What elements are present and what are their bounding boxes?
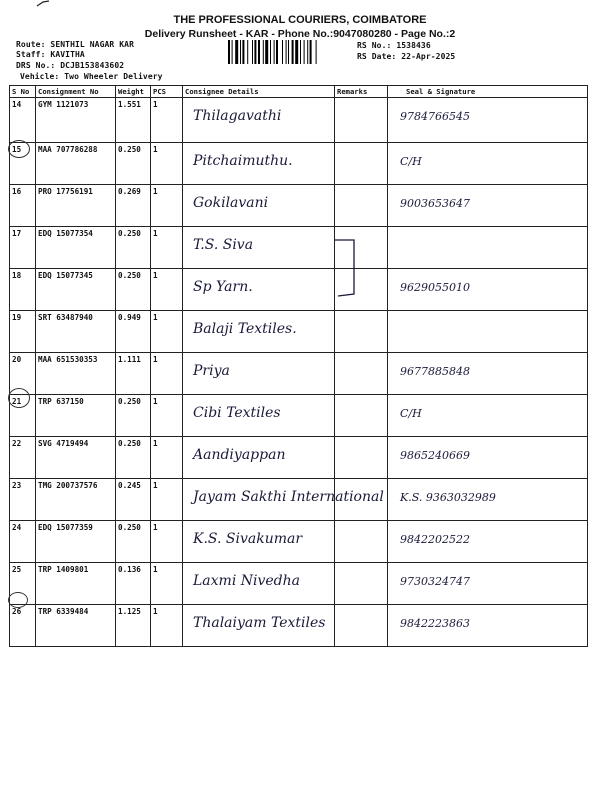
consignment-number-cell: SRT 63487940	[36, 311, 116, 353]
column-header: Weight	[116, 86, 151, 98]
table-row	[10, 605, 588, 647]
pieces-cell: 1	[151, 143, 183, 185]
drs-label: DRS No.: DCJB153843602	[16, 61, 125, 70]
consignment-number-cell: TRP 6339484	[36, 605, 116, 647]
handwritten-circle	[8, 592, 28, 608]
serial-number-cell: 21	[10, 395, 36, 437]
consignee-cell	[183, 311, 335, 353]
pieces-cell: 1	[151, 98, 183, 143]
signature-cell	[388, 311, 588, 353]
handwritten-signature: 9003653647	[400, 197, 470, 210]
handwritten-signature: 9865240669	[400, 449, 470, 462]
page-subtitle: Delivery Runsheet - KAR - Phone No.:9047080280 - Page No.:2	[144, 28, 456, 40]
consignment-number-cell: GYM 1121073	[36, 98, 116, 143]
remarks-cell	[335, 311, 388, 353]
pieces-cell: 1	[151, 395, 183, 437]
table-row	[10, 479, 588, 521]
page-title: THE PROFESSIONAL COURIERS, COIMBATORE	[173, 14, 427, 26]
column-header: Consignee Details	[183, 86, 335, 98]
serial-number-cell: 24	[10, 521, 36, 563]
handwritten-signature: 9730324747	[400, 575, 470, 588]
table-row	[10, 521, 588, 563]
handwritten-consignee: Priya	[193, 363, 230, 379]
handwritten-consignee: Cibi Textiles	[193, 405, 281, 421]
weight-cell: 1.111	[116, 353, 151, 395]
column-header: PCS	[151, 86, 183, 98]
pieces-cell: 1	[151, 605, 183, 647]
consignee-cell	[183, 437, 335, 479]
column-header: S No	[10, 86, 36, 98]
table-row	[10, 269, 588, 311]
serial-number-cell: 22	[10, 437, 36, 479]
weight-cell: 0.250	[116, 269, 151, 311]
serial-number-cell: 25	[10, 563, 36, 605]
handwritten-consignee: Gokilavani	[193, 195, 269, 211]
remarks-cell	[335, 143, 388, 185]
serial-number-cell: 18	[10, 269, 36, 311]
handwritten-consignee: Pitchaimuthu.	[193, 153, 293, 169]
consignee-cell	[183, 395, 335, 437]
handwritten-circle	[8, 140, 30, 158]
consignment-number-cell: SVG 4719494	[36, 437, 116, 479]
remarks-cell	[335, 521, 388, 563]
handwritten-consignee: Jayam Sakthi International	[193, 489, 384, 505]
table-row	[10, 563, 588, 605]
remarks-cell	[335, 98, 388, 143]
pieces-cell: 1	[151, 353, 183, 395]
serial-number-cell: 26	[10, 605, 36, 647]
remarks-cell	[335, 437, 388, 479]
barcode-icon	[228, 40, 348, 64]
serial-number-cell: 14	[10, 98, 36, 143]
handwritten-consignee: Laxmi Nivedha	[193, 573, 300, 589]
signature-cell	[388, 227, 588, 269]
table-row	[10, 395, 588, 437]
weight-cell: 1.551	[116, 98, 151, 143]
weight-cell: 0.136	[116, 563, 151, 605]
signature-cell	[388, 395, 588, 437]
handwritten-signature: 9842202522	[400, 533, 470, 546]
consignment-number-cell: TMG 200737576	[36, 479, 116, 521]
bracket-mark-icon	[332, 238, 362, 300]
column-header: Consignment No	[36, 86, 116, 98]
runsheet-table	[9, 85, 588, 647]
consignment-number-cell: MAA 707786288	[36, 143, 116, 185]
weight-cell: 0.245	[116, 479, 151, 521]
weight-cell: 0.250	[116, 143, 151, 185]
consignment-number-cell: PRO 17756191	[36, 185, 116, 227]
signature-cell	[388, 521, 588, 563]
signature-cell	[388, 605, 588, 647]
consignee-cell	[183, 269, 335, 311]
rs-number: RS No.: 1538436	[357, 41, 431, 50]
pieces-cell: 1	[151, 563, 183, 605]
consignment-number-cell: TRP 1409801	[36, 563, 116, 605]
pieces-cell: 1	[151, 227, 183, 269]
consignee-cell	[183, 143, 335, 185]
weight-cell: 0.250	[116, 437, 151, 479]
consignee-cell	[183, 98, 335, 143]
table-row	[10, 353, 588, 395]
weight-cell: 0.269	[116, 185, 151, 227]
pieces-cell: 1	[151, 269, 183, 311]
handwritten-consignee: Sp Yarn.	[193, 279, 253, 295]
handwritten-consignee: Thilagavathi	[193, 108, 282, 124]
remarks-cell	[335, 563, 388, 605]
table-row	[10, 98, 588, 143]
signature-cell	[388, 353, 588, 395]
table-header-row	[10, 86, 588, 98]
table-row	[10, 185, 588, 227]
staff-label: Staff: KAVITHA	[16, 50, 85, 59]
signature-cell	[388, 143, 588, 185]
serial-number-cell: 23	[10, 479, 36, 521]
consignee-cell	[183, 521, 335, 563]
weight-cell: 0.250	[116, 395, 151, 437]
handwritten-consignee: Thalaiyam Textiles	[193, 615, 326, 631]
column-header: Remarks	[335, 86, 388, 98]
pieces-cell: 1	[151, 185, 183, 227]
serial-number-cell: 19	[10, 311, 36, 353]
serial-number-cell: 17	[10, 227, 36, 269]
handwritten-consignee: T.S. Siva	[193, 237, 254, 253]
handwritten-consignee: Aandiyappan	[193, 447, 286, 463]
weight-cell: 1.125	[116, 605, 151, 647]
route-label: Route: SENTHIL NAGAR KAR	[16, 40, 134, 49]
serial-number-cell: 16	[10, 185, 36, 227]
consignment-number-cell: TRP 637150	[36, 395, 116, 437]
consignee-cell	[183, 563, 335, 605]
signature-cell	[388, 185, 588, 227]
handwritten-consignee: Balaji Textiles.	[193, 321, 297, 337]
remarks-cell	[335, 395, 388, 437]
signature-cell	[388, 437, 588, 479]
table-row	[10, 143, 588, 185]
handwritten-signature: 9677885848	[400, 365, 470, 378]
pieces-cell: 1	[151, 521, 183, 563]
weight-cell: 0.250	[116, 227, 151, 269]
signature-cell	[388, 269, 588, 311]
column-header: Seal & Signature	[388, 86, 588, 98]
rs-date: RS Date: 22-Apr-2025	[357, 52, 456, 61]
handwritten-signature: 9629055010	[400, 281, 470, 294]
vehicle-label: Vehicle: Two Wheeler Delivery	[20, 72, 163, 81]
weight-cell: 0.250	[116, 521, 151, 563]
pieces-cell: 1	[151, 479, 183, 521]
signature-cell	[388, 98, 588, 143]
handwritten-signature: K.S. 9363032989	[400, 491, 496, 504]
pieces-cell: 1	[151, 311, 183, 353]
consignee-cell	[183, 353, 335, 395]
consignment-number-cell: EDQ 15077354	[36, 227, 116, 269]
pieces-cell: 1	[151, 437, 183, 479]
table-row	[10, 227, 588, 269]
remarks-cell	[335, 605, 388, 647]
consignee-cell	[183, 185, 335, 227]
table-row	[10, 437, 588, 479]
table-row	[10, 311, 588, 353]
weight-cell: 0.949	[116, 311, 151, 353]
consignee-cell	[183, 605, 335, 647]
handwritten-signature: C/H	[400, 155, 422, 168]
signature-cell	[388, 563, 588, 605]
handwritten-circle	[8, 388, 30, 408]
remarks-cell	[335, 353, 388, 395]
remarks-cell	[335, 185, 388, 227]
handwritten-signature: 9784766545	[400, 110, 470, 123]
serial-number-cell: 15	[10, 143, 36, 185]
handwritten-signature: C/H	[400, 407, 422, 420]
consignee-cell	[183, 227, 335, 269]
pen-mark-icon	[36, 0, 50, 8]
handwritten-consignee: K.S. Sivakumar	[193, 531, 303, 547]
signature-cell	[388, 479, 588, 521]
consignment-number-cell: MAA 651530353	[36, 353, 116, 395]
handwritten-signature: 9842223863	[400, 617, 470, 630]
consignment-number-cell: EDQ 15077345	[36, 269, 116, 311]
consignment-number-cell: EDQ 15077359	[36, 521, 116, 563]
serial-number-cell: 20	[10, 353, 36, 395]
consignee-cell	[183, 479, 384, 521]
